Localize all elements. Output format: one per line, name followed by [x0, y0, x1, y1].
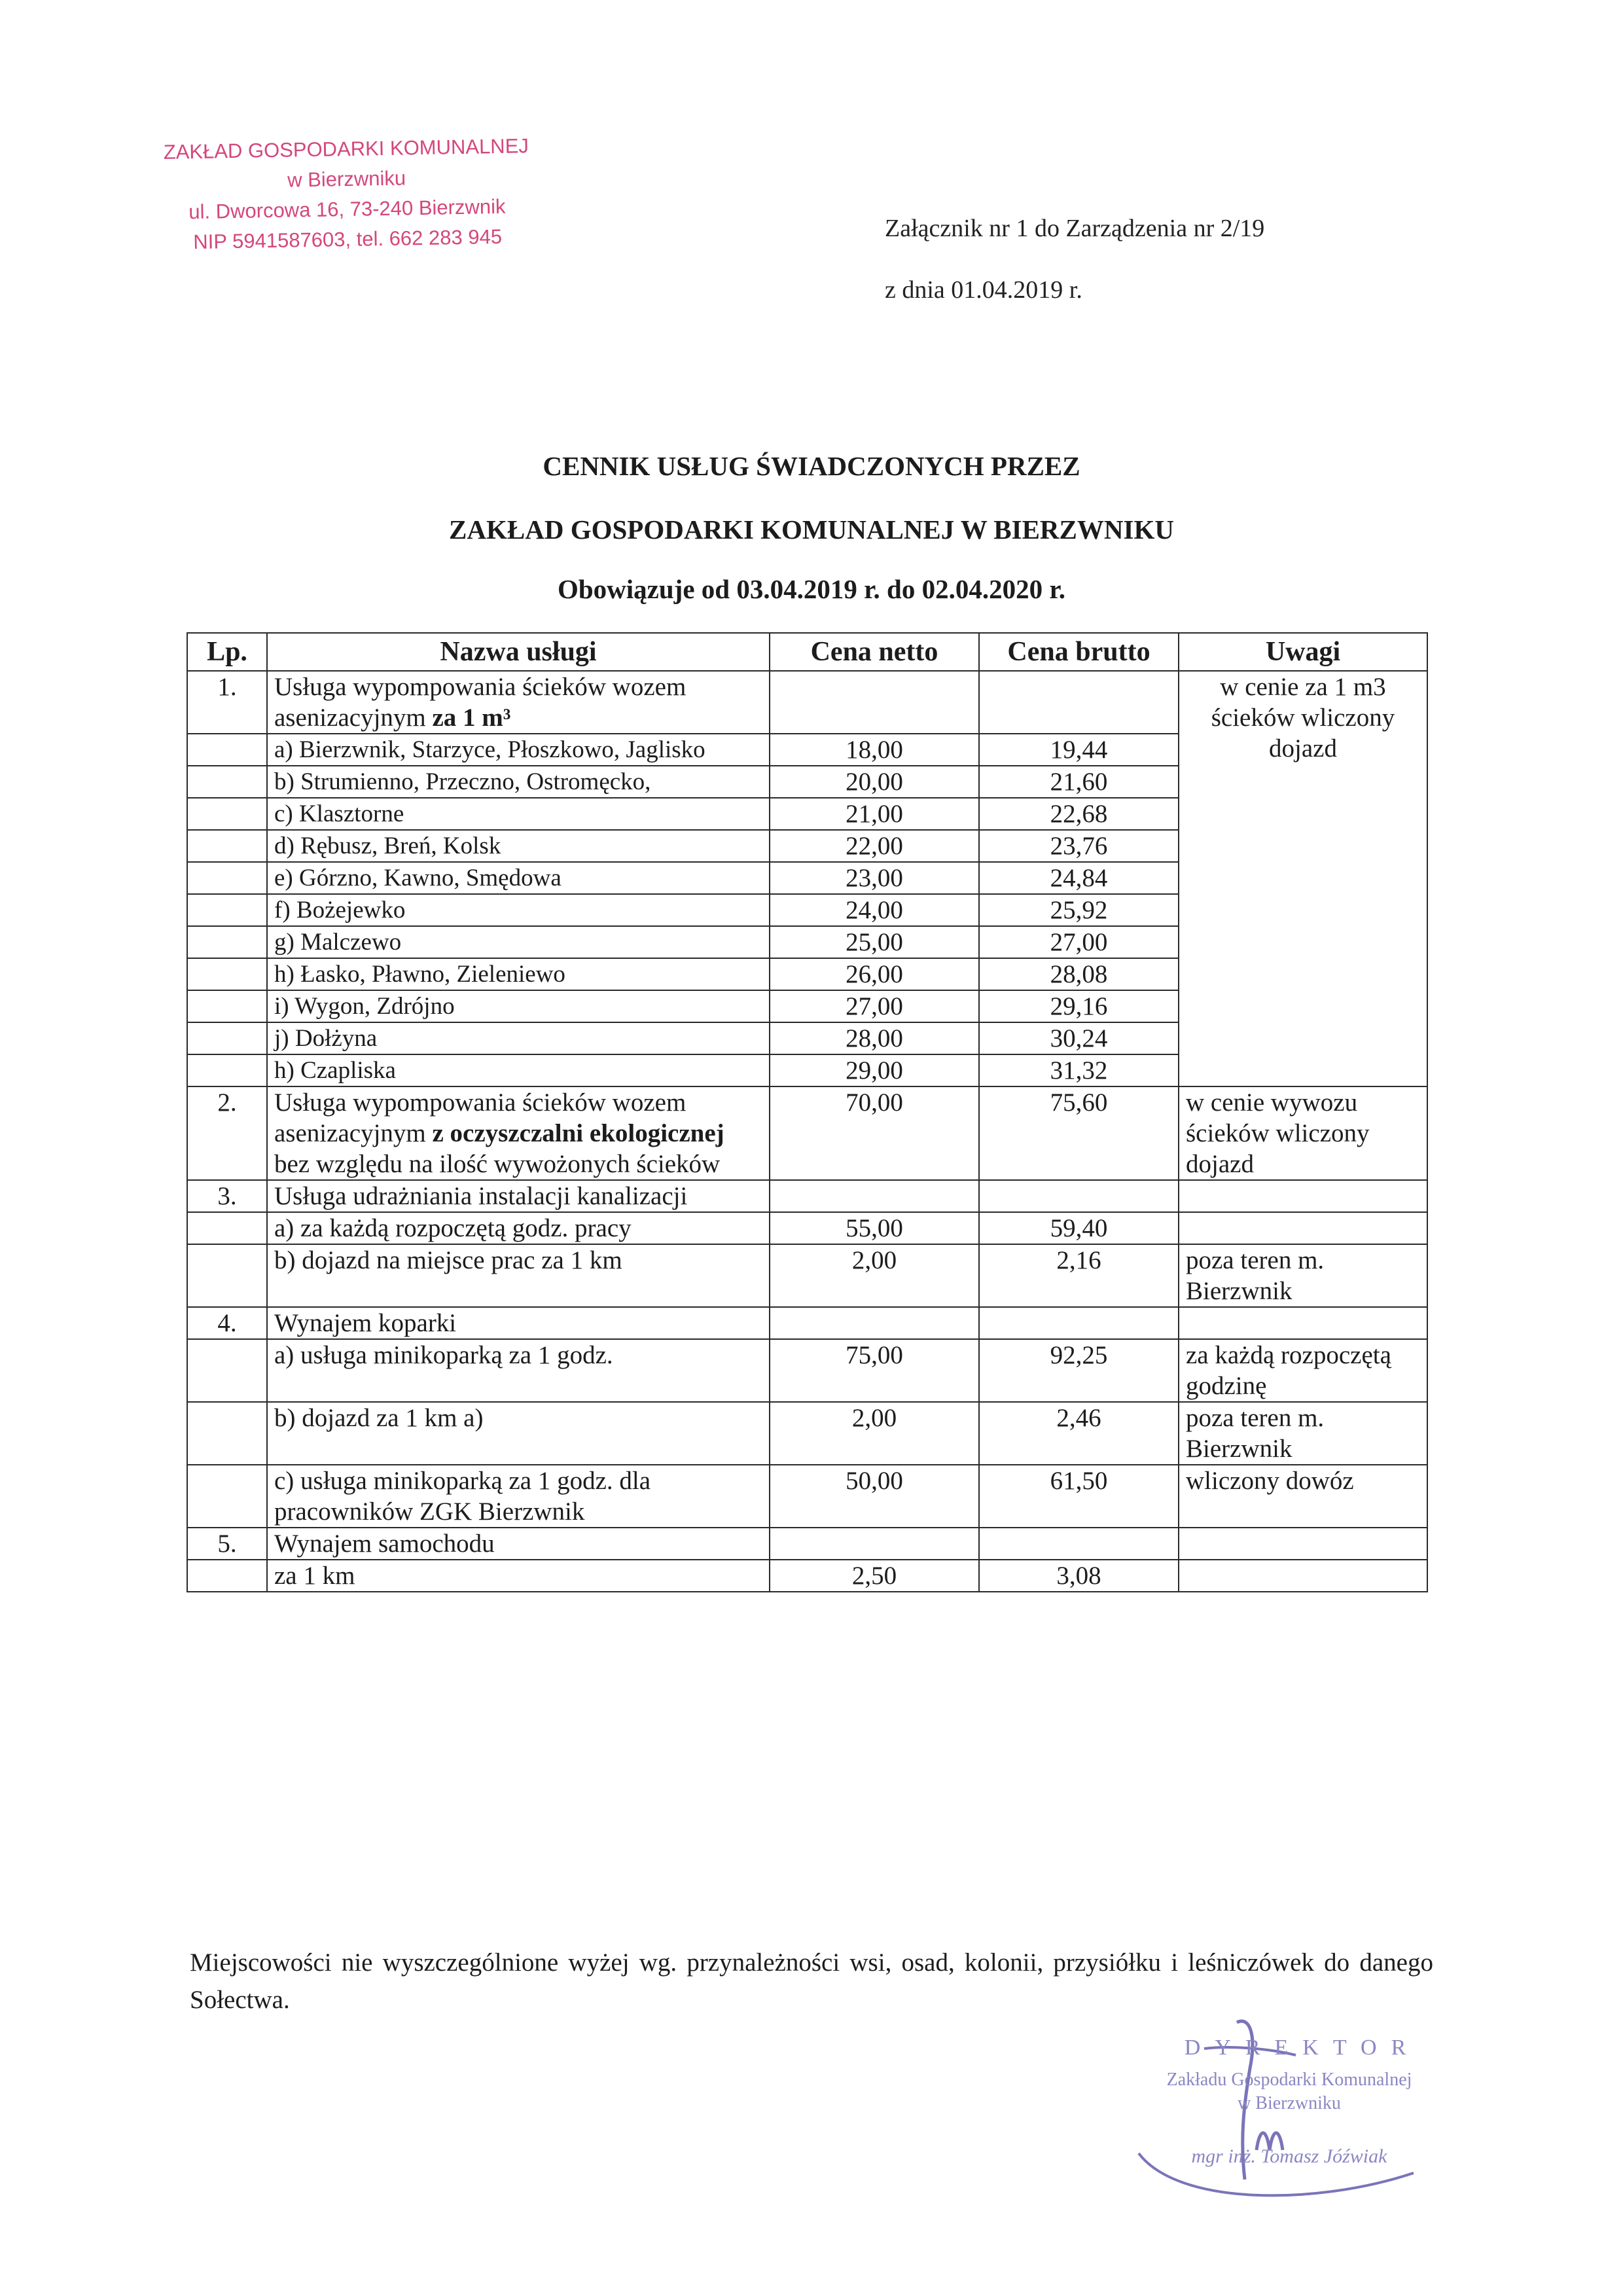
service-item: c) usługa minikoparką za 1 godz. dla pracowników ZGK Bierzwnik [267, 1465, 770, 1528]
net-price: 18,00 [770, 734, 979, 766]
gross-price [979, 1180, 1179, 1212]
remark: poza teren m. Bierzwnik [1179, 1244, 1427, 1307]
remark: w cenie wywozu ścieków wliczony dojazd [1179, 1086, 1427, 1180]
remark [1179, 1307, 1427, 1339]
annex-date: z dnia 01.04.2019 r. [885, 276, 1082, 304]
service-name: Wynajem koparki [267, 1307, 770, 1339]
service-item: h) Czapliska [267, 1054, 770, 1086]
gross-price: 21,60 [979, 766, 1179, 798]
signature-stamp-org [1106, 2068, 1472, 2115]
header-gross-price: Cena brutto [979, 633, 1179, 671]
document-title: CENNIK USŁUG ŚWIADCZONYCH PRZEZ [543, 451, 1080, 481]
gross-price: 25,92 [979, 894, 1179, 926]
net-price: 75,00 [770, 1339, 979, 1402]
header-remarks: Uwagi [1179, 633, 1427, 671]
gross-price: 2,46 [979, 1402, 1179, 1465]
annex-title: Załącznik nr 1 do Zarządzenia nr 2/19 [885, 215, 1265, 242]
header-net-price: Cena netto [770, 633, 979, 671]
row-lp [187, 798, 267, 830]
net-price: 2,00 [770, 1244, 979, 1307]
header-lp: Lp. [187, 633, 267, 671]
table-row [187, 1212, 1427, 1244]
gross-price [979, 671, 1179, 734]
remark: w cenie za 1 m3 ścieków wliczony dojazd [1179, 671, 1427, 1086]
row-lp [187, 1465, 267, 1528]
price-table [187, 632, 1428, 1592]
row-lp [187, 1212, 267, 1244]
row-lp: 5. [187, 1528, 267, 1560]
service-item: i) Wygon, Zdrójno [267, 990, 770, 1022]
row-lp: 3. [187, 1180, 267, 1212]
net-price: 24,00 [770, 894, 979, 926]
table-row [187, 1465, 1427, 1528]
row-lp [187, 894, 267, 926]
gross-price: 3,08 [979, 1560, 1179, 1592]
net-price: 22,00 [770, 830, 979, 862]
gross-price [979, 1528, 1179, 1560]
signature-stamp-org-line: w Bierzwniku [1238, 2093, 1341, 2113]
row-lp [187, 1339, 267, 1402]
remark: poza teren m. Bierzwnik [1179, 1402, 1427, 1465]
service-name: Usługa udrażniania instalacji kanalizacji [267, 1180, 770, 1212]
company-stamp-line: ZAKŁAD GOSPODARKI KOMUNALNEJ [163, 134, 529, 164]
row-lp: 2. [187, 1086, 267, 1180]
net-price: 70,00 [770, 1086, 979, 1180]
gross-price: 92,25 [979, 1339, 1179, 1402]
row-lp: 1. [187, 671, 267, 734]
net-price: 2,50 [770, 1560, 979, 1592]
service-item: f) Bożejewko [267, 894, 770, 926]
remark [1179, 1528, 1427, 1560]
remark: wliczony dowóz [1179, 1465, 1427, 1528]
table-row [187, 1402, 1427, 1465]
service-name-text: bez względu na ilość wywożonych ścieków [274, 1150, 721, 1178]
net-price [770, 671, 979, 734]
row-lp [187, 862, 267, 894]
signature-stamp-name: mgr inż. Tomasz Jóźwiak [1191, 2145, 1387, 2167]
net-price: 2,00 [770, 1402, 979, 1465]
remark [1179, 1212, 1427, 1244]
net-price [770, 1307, 979, 1339]
gross-price: 2,16 [979, 1244, 1179, 1307]
service-item: g) Malczewo [267, 926, 770, 958]
row-lp [187, 1054, 267, 1086]
table-row [187, 1244, 1427, 1307]
net-price: 20,00 [770, 766, 979, 798]
net-price: 26,00 [770, 958, 979, 990]
service-item: b) Strumienno, Przeczno, Ostromęcko, [267, 766, 770, 798]
signature-stamp-org-line: Zakładu Gospodarki Komunalnej [1166, 2070, 1412, 2090]
service-item: h) Łasko, Pławno, Zieleniewo [267, 958, 770, 990]
document-title-company: ZAKŁAD GOSPODARKI KOMUNALNEJ W BIERZWNIKU [449, 514, 1174, 545]
net-price [770, 1180, 979, 1212]
net-price: 50,00 [770, 1465, 979, 1528]
net-price [770, 1528, 979, 1560]
service-item: b) dojazd na miejsce prac za 1 km [267, 1244, 770, 1307]
table-row [187, 1180, 1427, 1212]
gross-price: 61,50 [979, 1465, 1179, 1528]
company-stamp-line: w Bierzwniku [287, 166, 406, 192]
table-row [187, 1307, 1427, 1339]
row-lp [187, 766, 267, 798]
service-item: a) za każdą rozpoczętą godz. pracy [267, 1212, 770, 1244]
service-name: Wynajem samochodu [267, 1528, 770, 1560]
gross-price: 24,84 [979, 862, 1179, 894]
row-lp [187, 1560, 267, 1592]
header-service-name: Nazwa usługi [267, 633, 770, 671]
service-item: e) Górzno, Kawno, Smędowa [267, 862, 770, 894]
gross-price: 28,08 [979, 958, 1179, 990]
service-item: a) Bierzwnik, Starzyce, Płoszkowo, Jaglisko [267, 734, 770, 766]
service-item: d) Rębusz, Breń, Kolsk [267, 830, 770, 862]
validity-period: Obowiązuje od 03.04.2019 r. do 02.04.2020 r. [557, 574, 1066, 604]
company-stamp [149, 131, 544, 258]
remark [1179, 1560, 1427, 1592]
net-price: 21,00 [770, 798, 979, 830]
footnote: Miejscowości nie wyszczególnione wyżej wg. przynależności wsi, osad, kolonii, przysiółku i leśniczówek do danego Sołectwa. [190, 1948, 1433, 2014]
service-item: za 1 km [267, 1560, 770, 1592]
net-price: 23,00 [770, 862, 979, 894]
service-name [267, 671, 770, 734]
service-name-bold: z oczyszczalni ekologicznej [432, 1119, 724, 1147]
row-lp [187, 926, 267, 958]
row-lp [187, 990, 267, 1022]
gross-price: 22,68 [979, 798, 1179, 830]
gross-price: 19,44 [979, 734, 1179, 766]
gross-price: 23,76 [979, 830, 1179, 862]
service-name [267, 1086, 770, 1180]
gross-price: 31,32 [979, 1054, 1179, 1086]
gross-price: 75,60 [979, 1086, 1179, 1180]
net-price: 27,00 [770, 990, 979, 1022]
service-name-text: Usługa wypompowania ścieków wozem asenizacyjnym [274, 673, 687, 732]
table-row [187, 671, 1427, 734]
gross-price: 29,16 [979, 990, 1179, 1022]
net-price: 25,00 [770, 926, 979, 958]
table-header-row [187, 633, 1427, 671]
service-name-text: Usługa wypompowania ścieków wozem asenizacyjnym [274, 1088, 687, 1147]
signature-stamp-title: DYREKTOR [1184, 2036, 1421, 2060]
company-stamp-line: ul. Dworcowa 16, 73-240 Bierzwnik [188, 194, 506, 224]
table-row [187, 1086, 1427, 1180]
gross-price: 30,24 [979, 1022, 1179, 1054]
service-item: a) usługa minikoparką za 1 godz. [267, 1339, 770, 1402]
service-item: c) Klasztorne [267, 798, 770, 830]
row-lp [187, 1244, 267, 1307]
net-price: 28,00 [770, 1022, 979, 1054]
table-row [187, 1528, 1427, 1560]
table-row [187, 1560, 1427, 1592]
annex-reference [885, 209, 1264, 309]
remark: za każdą rozpoczętą godzinę [1179, 1339, 1427, 1402]
table-row [187, 1339, 1427, 1402]
service-item: b) dojazd za 1 km a) [267, 1402, 770, 1465]
gross-price [979, 1307, 1179, 1339]
gross-price: 59,40 [979, 1212, 1179, 1244]
gross-price: 27,00 [979, 926, 1179, 958]
row-lp [187, 1402, 267, 1465]
company-stamp-line: NIP 5941587603, tel. 662 283 945 [193, 224, 503, 254]
row-lp: 4. [187, 1307, 267, 1339]
net-price: 29,00 [770, 1054, 979, 1086]
row-lp [187, 1022, 267, 1054]
net-price: 55,00 [770, 1212, 979, 1244]
service-name-bold: za 1 m³ [432, 704, 511, 732]
row-lp [187, 958, 267, 990]
service-item: j) Dołżyna [267, 1022, 770, 1054]
remark [1179, 1180, 1427, 1212]
row-lp [187, 734, 267, 766]
row-lp [187, 830, 267, 862]
